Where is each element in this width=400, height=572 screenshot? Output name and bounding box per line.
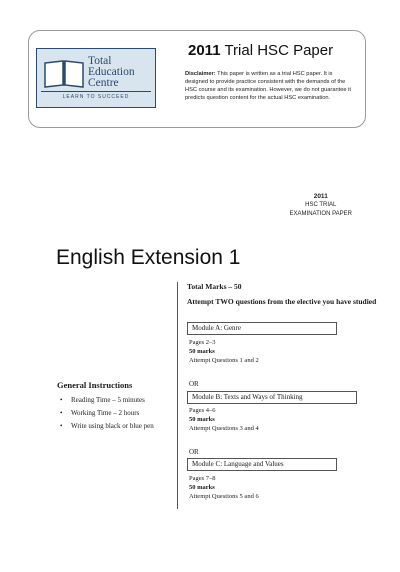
logo-rule: [41, 91, 151, 92]
instruction-item: • Working Time – 2 hours: [60, 407, 154, 420]
module-a-meta: Pages 2–3 50 marks Attempt Questions 1 and 2: [189, 339, 259, 364]
logo-text: Total Education Centre: [88, 55, 135, 89]
or-label: OR: [189, 380, 199, 388]
module-b-meta: Pages 4–6 50 marks Attempt Questions 3 and 4: [189, 407, 259, 432]
logo: [36, 48, 156, 108]
exam-label: 2011 HSC TRIAL EXAMINATION PAPER: [289, 193, 352, 217]
module-c-box: Module C: Language and Values: [187, 458, 337, 471]
module-c-meta: Pages 7–8 50 marks Attempt Questions 5 and 6: [189, 475, 259, 500]
general-instructions-title: General Instructions: [57, 380, 133, 390]
disclaimer: Disclaimer: This paper is written as a trial HSC paper. It is designed to provide practice consistent with the demands of the HSC course and its examination. However, we do not guarantee it predicts question content for the actual HSC examination.: [185, 71, 351, 101]
subject-title: English Extension 1: [56, 246, 241, 269]
total-marks: Total Marks – 50: [187, 282, 242, 291]
attempt-instruction: Attempt TWO questions from the elective you have studied: [187, 297, 377, 306]
or-label: OR: [189, 448, 199, 456]
instruction-item: • Write using black or blue pen: [60, 420, 154, 433]
instructions-list: [60, 394, 154, 433]
column-divider: [177, 282, 178, 509]
module-b-box: Module B: Texts and Ways of Thinking: [187, 391, 357, 404]
logo-tagline: LEARN TO SUCCEED: [62, 94, 130, 100]
module-a-box: Module A: Genre: [187, 322, 337, 335]
book-icon: [43, 59, 85, 89]
paper-title: 2011 Trial HSC Paper: [188, 42, 334, 59]
instruction-item: • Reading Time – 5 minutes: [60, 394, 154, 407]
exam-details: [187, 282, 377, 307]
